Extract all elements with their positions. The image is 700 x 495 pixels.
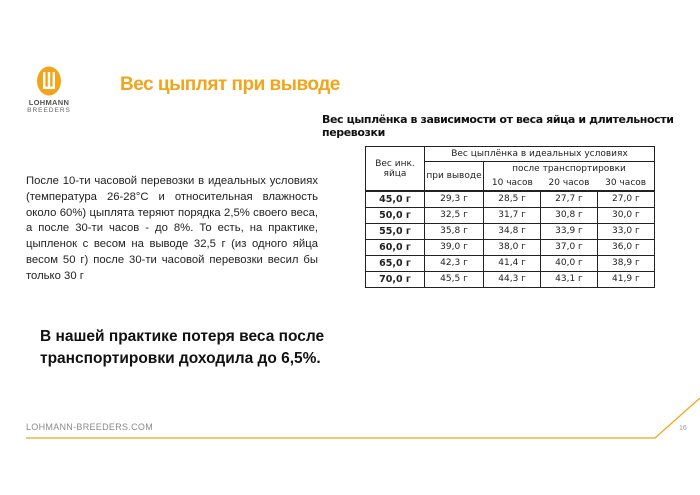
weight-30h-cell: 38,9 г [597, 255, 654, 271]
lohmann-logo-icon [36, 66, 62, 96]
hatch-weight-cell: 45,5 г [425, 271, 484, 287]
egg-weight-cell: 60,0 г [366, 239, 425, 255]
hours-20-header: 20 часов [541, 176, 598, 191]
hatch-header-label: при выводе [426, 171, 482, 181]
table-row [366, 191, 655, 207]
lohmann-logo [26, 66, 72, 114]
weight-20h-cell: 43,1 г [541, 271, 598, 287]
weight-10h-cell: 41,4 г [484, 255, 541, 271]
weight-30h-cell: 36,0 г [597, 239, 654, 255]
group-header: Вес цыплёнка в идеальных условиях [425, 147, 655, 162]
egg-weight-cell: 65,0 г [366, 255, 425, 271]
weight-10h-cell: 34,8 г [484, 223, 541, 239]
footer-url[interactable]: LOHMANN-BREEDERS.COM [26, 422, 154, 432]
egg-weight-header [366, 147, 425, 192]
weight-10h-cell: 31,7 г [484, 207, 541, 223]
hatch-weight-cell: 42,3 г [425, 255, 484, 271]
weight-20h-cell: 30,8 г [541, 207, 598, 223]
table-row [366, 255, 655, 271]
logo-subtitle: BREEDERS [27, 107, 71, 114]
hatch-weight-cell: 39,0 г [425, 239, 484, 255]
egg-weight-cell: 50,0 г [366, 207, 425, 223]
weight-30h-cell: 41,9 г [597, 271, 654, 287]
weight-30h-cell: 33,0 г [597, 223, 654, 239]
table-row [366, 271, 655, 287]
egg-weight-cell: 55,0 г [366, 223, 425, 239]
logo-name: LOHMANN [28, 98, 70, 107]
table-row [366, 239, 655, 255]
table-title: Вес цыплёнка в зависимости от веса яйца и длительности перевозки [322, 113, 674, 139]
weight-20h-cell: 40,0 г [541, 255, 598, 271]
hours-10-header: 10 часов [484, 176, 541, 191]
weight-20h-cell: 37,0 г [541, 239, 598, 255]
weight-30h-cell: 30,0 г [597, 207, 654, 223]
weight-10h-cell: 44,3 г [484, 271, 541, 287]
hatch-weight-cell: 29,3 г [425, 191, 484, 207]
egg-weight-header-label: Вес инк. яйца [375, 158, 415, 179]
egg-weight-cell: 45,0 г [366, 191, 425, 207]
egg-weight-cell: 70,0 г [366, 271, 425, 287]
transport-header: после транспортировки [484, 162, 655, 177]
weight-20h-cell: 33,9 г [541, 223, 598, 239]
hatch-weight-cell: 32,5 г [425, 207, 484, 223]
weight-10h-cell: 38,0 г [484, 239, 541, 255]
table-row [366, 207, 655, 223]
slide-title: Вес цыплят при выводе [120, 74, 340, 95]
body-paragraph: После 10-ти часовой перевозки в идеальных условиях (температура 26-28°С и относительная влажность около 60%) цыплята теряют порядка 2,5% своего веса, а после 30-ти часов - до 8%. То есть, на практике, цыпленок с весом на выводе 32,5 г (из одного яйца весом 50 г) после 30-ти часовой перевозки весил бы только 30 г [26, 175, 318, 282]
page-number: 16 [679, 425, 687, 432]
hatch-header [425, 162, 484, 192]
hatch-weight-cell: 35,8 г [425, 223, 484, 239]
highlight-statement: В нашей практике потеря веса после транспортировки доходила до 6,5%. [40, 328, 325, 367]
weight-20h-cell: 27,7 г [541, 191, 598, 207]
table-row [366, 223, 655, 239]
weight-table [365, 146, 655, 288]
weight-30h-cell: 27,0 г [597, 191, 654, 207]
weight-10h-cell: 28,5 г [484, 191, 541, 207]
hours-30-header: 30 часов [597, 176, 654, 191]
